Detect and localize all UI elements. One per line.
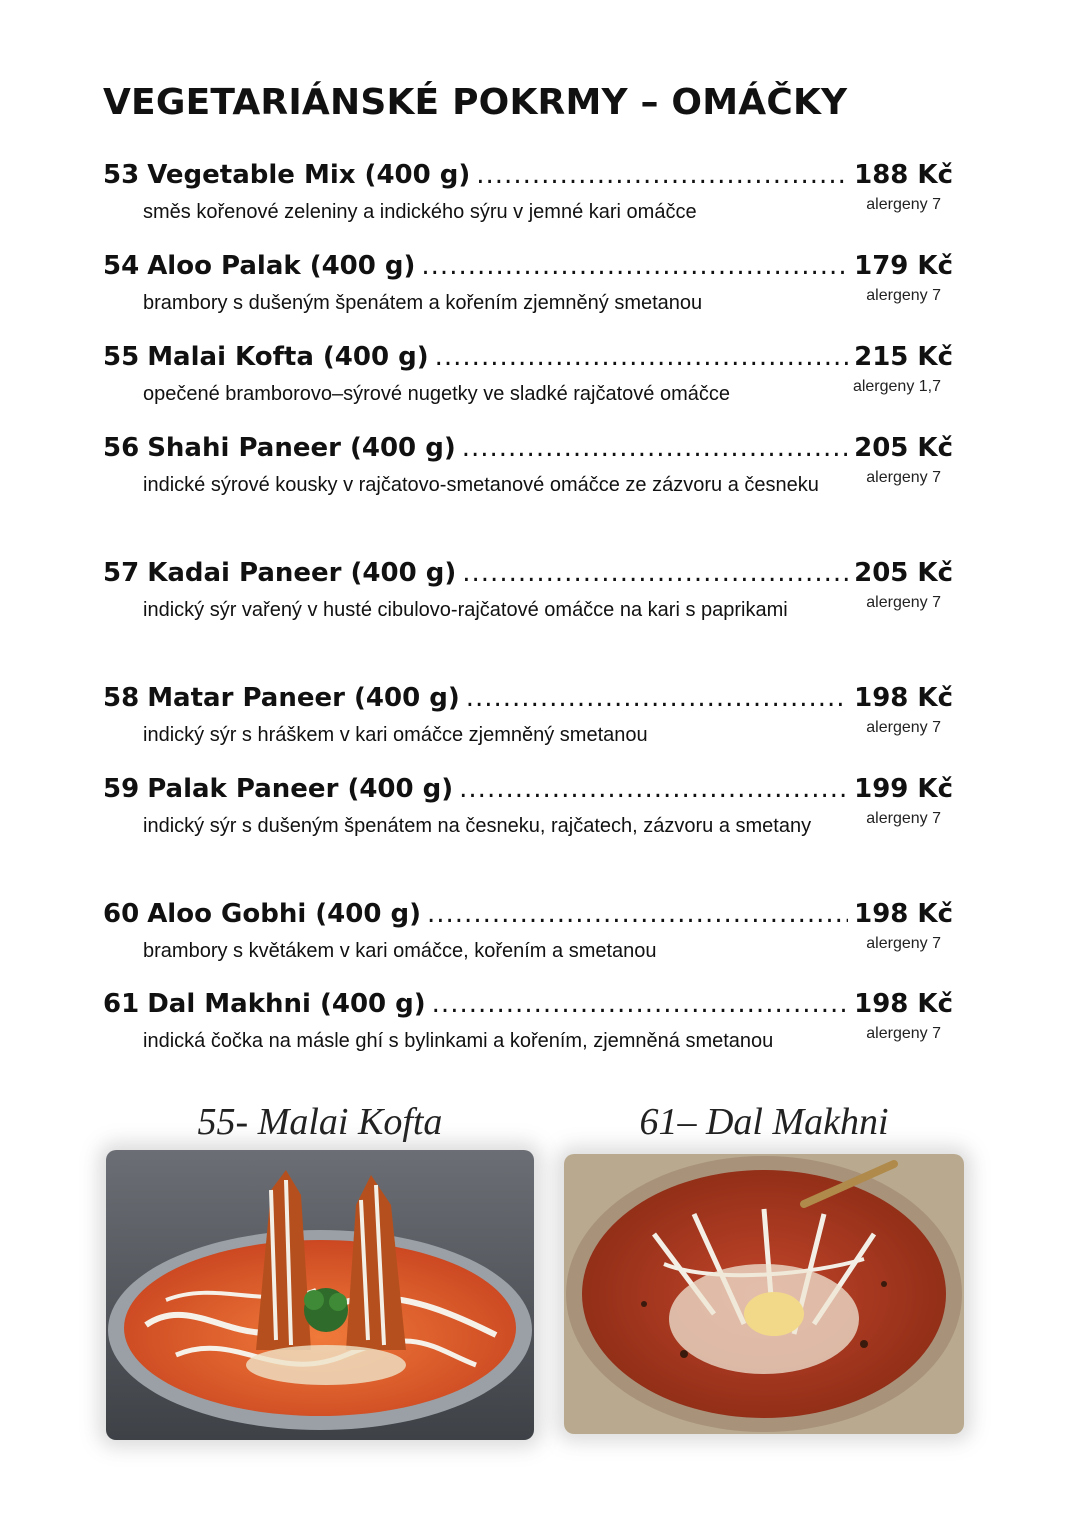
- allergen-label: alergeny 1,7: [852, 378, 941, 395]
- item-price: 198 Kč: [854, 683, 953, 713]
- menu-item-53: [103, 160, 953, 228]
- item-number: 57: [103, 558, 140, 588]
- dot-leader: [462, 433, 848, 463]
- menu-item-57: [103, 558, 953, 626]
- menu-item-55: [103, 342, 953, 410]
- item-description: indický sýr s hráškem v kari omáčce zjemněný smetanou: [143, 724, 648, 746]
- photo-caption: 55- Malai Kofta: [197, 1101, 443, 1143]
- dot-leader: [432, 989, 848, 1019]
- menu-item-56: [103, 433, 953, 501]
- item-price: 198 Kč: [854, 899, 953, 929]
- item-number: 55: [103, 342, 140, 372]
- item-price: 198 Kč: [854, 989, 953, 1019]
- item-description: indický sýr vařený v husté cibulovo-rajčatové omáčce na kari s paprikami: [143, 599, 788, 621]
- menu-item-58: [103, 683, 953, 751]
- allergen-label: alergeny 7: [866, 196, 941, 213]
- item-description: indický sýr s dušeným špenátem na česneku, rajčatech, zázvoru a smetany: [143, 815, 812, 837]
- item-name: Aloo Gobhi (400 g): [147, 899, 421, 929]
- item-description: brambory s dušeným špenátem a kořením zjemněný smetanou: [143, 292, 703, 314]
- item-name: Kadai Paneer (400 g): [147, 558, 457, 588]
- item-price: 205 Kč: [854, 558, 953, 588]
- dot-leader: [476, 160, 848, 190]
- item-description: směs kořenové zeleniny a indického sýru v jemné kari omáčce: [143, 201, 697, 223]
- dal-makhni-photo-icon: [564, 1154, 964, 1434]
- item-price: 215 Kč: [854, 342, 953, 372]
- allergen-label: alergeny 7: [866, 719, 941, 736]
- menu-item-59: [103, 774, 953, 842]
- photo-dal-makhni: [564, 1100, 964, 1434]
- item-price: 188 Kč: [854, 160, 953, 190]
- item-number: 56: [103, 433, 140, 463]
- dot-leader: [421, 251, 848, 281]
- dot-leader: [462, 558, 848, 588]
- item-name: Palak Paneer (400 g): [147, 774, 454, 804]
- dot-leader: [466, 683, 848, 713]
- item-name: Shahi Paneer (400 g): [147, 433, 456, 463]
- item-number: 54: [103, 251, 140, 281]
- allergen-label: alergeny 7: [866, 469, 941, 486]
- photo-malai-kofta: [106, 1100, 534, 1440]
- menu-item-61: [103, 989, 953, 1057]
- item-name: Malai Kofta (400 g): [147, 342, 429, 372]
- allergen-label: alergeny 7: [866, 594, 941, 611]
- item-description: indická čočka na másle ghí s bylinkami a kořením, zjemněná smetanou: [143, 1030, 774, 1052]
- item-name: Dal Makhni (400 g): [147, 989, 426, 1019]
- dot-leader: [459, 774, 848, 804]
- item-number: 58: [103, 683, 140, 713]
- item-number: 53: [103, 160, 140, 190]
- dot-leader: [427, 899, 848, 929]
- allergen-label: alergeny 7: [866, 935, 941, 952]
- menu-item-60: [103, 899, 953, 967]
- item-name: Aloo Palak (400 g): [147, 251, 416, 281]
- item-number: 61: [103, 989, 140, 1019]
- item-price: 205 Kč: [854, 433, 953, 463]
- menu-item-54: [103, 251, 953, 319]
- item-name: Vegetable Mix (400 g): [147, 160, 471, 190]
- item-price: 199 Kč: [854, 774, 953, 804]
- allergen-label: alergeny 7: [866, 810, 941, 827]
- page-title: VEGETARIÁNSKÉ POKRMY – OMÁČKY: [103, 82, 848, 123]
- item-description: indické sýrové kousky v rajčatovo-smetanové omáčce ze zázvoru a česneku: [143, 474, 819, 496]
- photo-caption: 61– Dal Makhni: [639, 1101, 889, 1143]
- item-name: Matar Paneer (400 g): [147, 683, 460, 713]
- item-price: 179 Kč: [854, 251, 953, 281]
- item-description: brambory s květákem v kari omáčce, kořením a smetanou: [143, 940, 657, 962]
- dot-leader: [435, 342, 848, 372]
- allergen-label: alergeny 7: [866, 287, 941, 304]
- item-description: opečené bramborovo–sýrové nugetky ve sladké rajčatové omáčce: [143, 383, 730, 405]
- item-number: 60: [103, 899, 140, 929]
- item-number: 59: [103, 774, 140, 804]
- malai-kofta-photo-icon: [106, 1150, 534, 1440]
- allergen-label: alergeny 7: [866, 1025, 941, 1042]
